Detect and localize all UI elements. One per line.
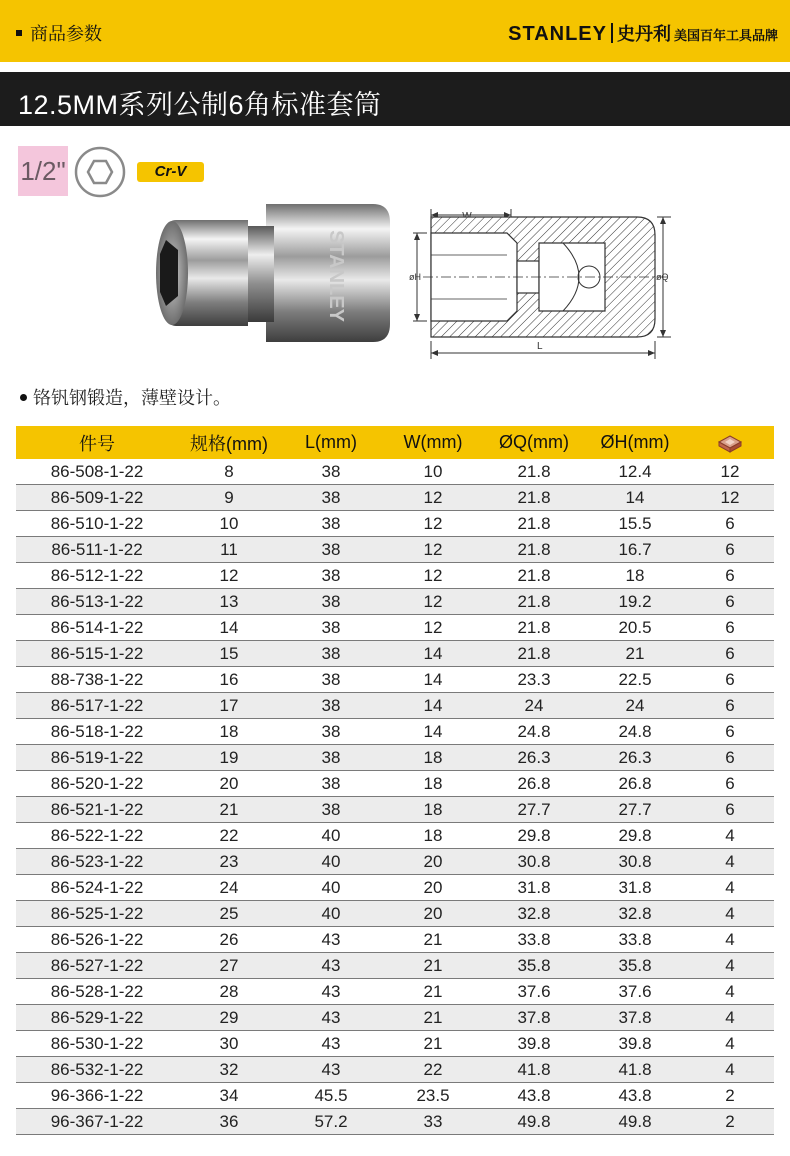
table-row: [16, 953, 774, 979]
cell-length: 38: [280, 511, 382, 537]
cell-head-diameter: 12.4: [584, 459, 686, 485]
brand-divider: [611, 23, 613, 43]
cell-outer-diameter: 21.8: [484, 511, 584, 537]
cell-width: 18: [382, 797, 484, 823]
section-label: 商品参数: [30, 24, 102, 44]
cell-outer-diameter: 27.7: [484, 797, 584, 823]
cell-part-number: 96-366-1-22: [16, 1083, 178, 1109]
cell-size: 27: [178, 953, 280, 979]
cell-head-diameter: 29.8: [584, 823, 686, 849]
cell-width: 14: [382, 667, 484, 693]
cell-package-quantity: 6: [686, 745, 774, 771]
cell-head-diameter: 22.5: [584, 667, 686, 693]
cell-head-diameter: 24.8: [584, 719, 686, 745]
cell-outer-diameter: 21.8: [484, 537, 584, 563]
brand-tagline: 美国百年工具品牌: [673, 28, 778, 43]
cell-length: 45.5: [280, 1083, 382, 1109]
drive-size-badge: 1/2": [18, 146, 68, 196]
socket-engraving: STANLEY: [325, 230, 347, 322]
table-row: [16, 485, 774, 511]
cell-length: 38: [280, 667, 382, 693]
cell-size: 10: [178, 511, 280, 537]
feature-bullet: [20, 384, 231, 410]
spec-table: [16, 426, 774, 1135]
cell-length: 38: [280, 797, 382, 823]
cell-head-diameter: 43.8: [584, 1083, 686, 1109]
cell-part-number: 86-514-1-22: [16, 615, 178, 641]
cell-size: 28: [178, 979, 280, 1005]
cell-head-diameter: 37.8: [584, 1005, 686, 1031]
cell-head-diameter: 49.8: [584, 1109, 686, 1135]
bullet-icon: [16, 30, 22, 36]
cell-head-diameter: 16.7: [584, 537, 686, 563]
cell-outer-diameter: 33.8: [484, 927, 584, 953]
header-part-number: 件号: [16, 426, 178, 459]
cell-size: 12: [178, 563, 280, 589]
cell-outer-diameter: 30.8: [484, 849, 584, 875]
table-row: [16, 1057, 774, 1083]
cell-package-quantity: 6: [686, 693, 774, 719]
cell-part-number: 86-508-1-22: [16, 459, 178, 485]
brand-logo: [508, 20, 778, 46]
cell-outer-diameter: 31.8: [484, 875, 584, 901]
cell-head-diameter: 31.8: [584, 875, 686, 901]
cell-package-quantity: 6: [686, 667, 774, 693]
cell-outer-diameter: 37.6: [484, 979, 584, 1005]
brand-chinese-name: 史丹利: [616, 24, 671, 44]
header-size: 规格(mm): [178, 426, 280, 459]
cell-length: 43: [280, 1005, 382, 1031]
cell-part-number: 86-511-1-22: [16, 537, 178, 563]
bullet-dot-icon: [20, 394, 27, 401]
cell-head-diameter: 18: [584, 563, 686, 589]
cell-package-quantity: 4: [686, 927, 774, 953]
cell-size: 11: [178, 537, 280, 563]
cell-length: 38: [280, 615, 382, 641]
cell-package-quantity: 2: [686, 1083, 774, 1109]
table-row: [16, 745, 774, 771]
cell-length: 43: [280, 1031, 382, 1057]
cell-head-diameter: 35.8: [584, 953, 686, 979]
cell-outer-diameter: 21.8: [484, 589, 584, 615]
cell-outer-diameter: 23.3: [484, 667, 584, 693]
table-row: [16, 1083, 774, 1109]
cell-width: 10: [382, 459, 484, 485]
cell-size: 17: [178, 693, 280, 719]
cell-length: 57.2: [280, 1109, 382, 1135]
cell-width: 22: [382, 1057, 484, 1083]
cell-length: 38: [280, 485, 382, 511]
cell-width: 21: [382, 953, 484, 979]
table-row: [16, 849, 774, 875]
cell-length: 38: [280, 537, 382, 563]
dim-label-h: øH: [409, 272, 421, 282]
cell-width: 18: [382, 745, 484, 771]
cell-width: 12: [382, 485, 484, 511]
table-row: [16, 615, 774, 641]
cell-package-quantity: 12: [686, 485, 774, 511]
cell-width: 12: [382, 537, 484, 563]
cell-outer-diameter: 24.8: [484, 719, 584, 745]
page-title: 12.5MM系列公制6角标准套筒: [18, 90, 382, 120]
header-package-quantity: [686, 426, 774, 459]
cell-part-number: 86-529-1-22: [16, 1005, 178, 1031]
cell-size: 24: [178, 875, 280, 901]
dim-label-l: L: [537, 341, 543, 352]
cell-package-quantity: 4: [686, 823, 774, 849]
table-row: [16, 511, 774, 537]
cell-width: 23.5: [382, 1083, 484, 1109]
cell-size: 15: [178, 641, 280, 667]
cell-part-number: 86-532-1-22: [16, 1057, 178, 1083]
cell-length: 40: [280, 901, 382, 927]
cell-length: 43: [280, 953, 382, 979]
cell-size: 21: [178, 797, 280, 823]
cell-part-number: 86-517-1-22: [16, 693, 178, 719]
cell-package-quantity: 4: [686, 849, 774, 875]
cell-part-number: 86-524-1-22: [16, 875, 178, 901]
cell-size: 14: [178, 615, 280, 641]
socket-product-image: [148, 192, 396, 354]
cell-length: 40: [280, 875, 382, 901]
cell-part-number: 86-510-1-22: [16, 511, 178, 537]
cell-package-quantity: 4: [686, 901, 774, 927]
cell-length: 38: [280, 771, 382, 797]
cell-head-diameter: 33.8: [584, 927, 686, 953]
cell-length: 38: [280, 693, 382, 719]
cell-package-quantity: 6: [686, 771, 774, 797]
cell-length: 43: [280, 979, 382, 1005]
cell-width: 14: [382, 641, 484, 667]
cell-size: 30: [178, 1031, 280, 1057]
cell-width: 20: [382, 901, 484, 927]
header-outer-diameter: ØQ(mm): [484, 426, 584, 459]
table-row: [16, 719, 774, 745]
cell-size: 23: [178, 849, 280, 875]
cell-size: 9: [178, 485, 280, 511]
cell-width: 12: [382, 511, 484, 537]
cell-size: 19: [178, 745, 280, 771]
cell-head-diameter: 26.8: [584, 771, 686, 797]
cell-size: 18: [178, 719, 280, 745]
table-row: [16, 1031, 774, 1057]
header-width: W(mm): [382, 426, 484, 459]
cell-outer-diameter: 29.8: [484, 823, 584, 849]
hexagon-icon: [74, 146, 126, 198]
cell-length: 38: [280, 459, 382, 485]
title-bar: [0, 72, 790, 126]
table-row: [16, 771, 774, 797]
cell-outer-diameter: 49.8: [484, 1109, 584, 1135]
table-row: [16, 797, 774, 823]
table-row: [16, 823, 774, 849]
cell-package-quantity: 6: [686, 537, 774, 563]
cell-package-quantity: 6: [686, 589, 774, 615]
cell-length: 38: [280, 719, 382, 745]
cell-package-quantity: 4: [686, 875, 774, 901]
cell-width: 14: [382, 693, 484, 719]
cell-package-quantity: 6: [686, 797, 774, 823]
cell-width: 12: [382, 615, 484, 641]
table-body: [16, 459, 774, 1135]
cell-size: 26: [178, 927, 280, 953]
cell-width: 21: [382, 927, 484, 953]
cell-outer-diameter: 24: [484, 693, 584, 719]
cell-outer-diameter: 35.8: [484, 953, 584, 979]
cell-size: 20: [178, 771, 280, 797]
cell-size: 34: [178, 1083, 280, 1109]
cell-package-quantity: 6: [686, 563, 774, 589]
cell-head-diameter: 27.7: [584, 797, 686, 823]
table-header-row: [16, 426, 774, 459]
cell-outer-diameter: 21.8: [484, 485, 584, 511]
cell-part-number: 86-519-1-22: [16, 745, 178, 771]
table-row: [16, 693, 774, 719]
cell-outer-diameter: 21.8: [484, 641, 584, 667]
cell-package-quantity: 4: [686, 979, 774, 1005]
header-head-diameter: ØH(mm): [584, 426, 686, 459]
cell-head-diameter: 30.8: [584, 849, 686, 875]
cell-outer-diameter: 32.8: [484, 901, 584, 927]
cell-part-number: 86-520-1-22: [16, 771, 178, 797]
cell-length: 40: [280, 823, 382, 849]
cell-outer-diameter: 41.8: [484, 1057, 584, 1083]
cell-length: 38: [280, 745, 382, 771]
cell-part-number: 86-525-1-22: [16, 901, 178, 927]
cell-package-quantity: 4: [686, 1057, 774, 1083]
cell-width: 14: [382, 719, 484, 745]
table-row: [16, 875, 774, 901]
table-row: [16, 459, 774, 485]
cell-outer-diameter: 37.8: [484, 1005, 584, 1031]
cell-package-quantity: 4: [686, 1031, 774, 1057]
cell-part-number: 86-521-1-22: [16, 797, 178, 823]
table-row: [16, 927, 774, 953]
table-row: [16, 1005, 774, 1031]
table-row: [16, 589, 774, 615]
table-row: [16, 667, 774, 693]
table-row: [16, 979, 774, 1005]
cell-size: 36: [178, 1109, 280, 1135]
cell-width: 21: [382, 1031, 484, 1057]
table-row: [16, 563, 774, 589]
cell-length: 38: [280, 563, 382, 589]
feature-text: 铬钒钢锻造，薄壁设计。: [33, 388, 231, 408]
cell-part-number: 96-367-1-22: [16, 1109, 178, 1135]
cell-package-quantity: 4: [686, 1005, 774, 1031]
cell-width: 18: [382, 823, 484, 849]
cell-size: 13: [178, 589, 280, 615]
cell-head-diameter: 24: [584, 693, 686, 719]
cell-head-diameter: 37.6: [584, 979, 686, 1005]
cell-width: 21: [382, 979, 484, 1005]
cell-size: 22: [178, 823, 280, 849]
cell-head-diameter: 39.8: [584, 1031, 686, 1057]
cell-part-number: 86-509-1-22: [16, 485, 178, 511]
cell-part-number: 86-527-1-22: [16, 953, 178, 979]
cell-part-number: 86-513-1-22: [16, 589, 178, 615]
cell-part-number: 86-526-1-22: [16, 927, 178, 953]
cell-width: 33: [382, 1109, 484, 1135]
cell-width: 12: [382, 589, 484, 615]
cell-outer-diameter: 21.8: [484, 615, 584, 641]
cell-width: 12: [382, 563, 484, 589]
cell-package-quantity: 12: [686, 459, 774, 485]
cell-length: 40: [280, 849, 382, 875]
cell-width: 21: [382, 1005, 484, 1031]
cell-width: 20: [382, 875, 484, 901]
cell-package-quantity: 6: [686, 511, 774, 537]
cell-package-quantity: 6: [686, 719, 774, 745]
box-quantity-icon: [717, 433, 743, 453]
cell-package-quantity: 6: [686, 615, 774, 641]
dim-label-q: øQ: [656, 272, 669, 282]
cell-head-diameter: 19.2: [584, 589, 686, 615]
table-row: [16, 641, 774, 667]
header-length: L(mm): [280, 426, 382, 459]
cell-width: 18: [382, 771, 484, 797]
cell-part-number: 86-518-1-22: [16, 719, 178, 745]
material-badge: Cr-V: [137, 162, 204, 182]
cell-part-number: 88-738-1-22: [16, 667, 178, 693]
table-row: [16, 1109, 774, 1135]
cell-part-number: 86-522-1-22: [16, 823, 178, 849]
cell-part-number: 86-530-1-22: [16, 1031, 178, 1057]
cell-outer-diameter: 43.8: [484, 1083, 584, 1109]
section-heading: [16, 20, 102, 46]
cell-head-diameter: 32.8: [584, 901, 686, 927]
cell-size: 25: [178, 901, 280, 927]
cell-length: 38: [280, 641, 382, 667]
brand-wordmark: STANLEY: [508, 23, 607, 45]
cell-size: 8: [178, 459, 280, 485]
cell-part-number: 86-528-1-22: [16, 979, 178, 1005]
cell-outer-diameter: 21.8: [484, 563, 584, 589]
cell-head-diameter: 14: [584, 485, 686, 511]
cell-outer-diameter: 39.8: [484, 1031, 584, 1057]
cell-size: 16: [178, 667, 280, 693]
cell-size: 32: [178, 1057, 280, 1083]
cell-head-diameter: 15.5: [584, 511, 686, 537]
cell-length: 43: [280, 1057, 382, 1083]
cell-package-quantity: 6: [686, 641, 774, 667]
header-bar: [0, 0, 790, 62]
cell-length: 43: [280, 927, 382, 953]
cell-head-diameter: 21: [584, 641, 686, 667]
cell-head-diameter: 26.3: [584, 745, 686, 771]
cross-section-drawing: [405, 203, 675, 363]
cell-head-diameter: 20.5: [584, 615, 686, 641]
cell-part-number: 86-512-1-22: [16, 563, 178, 589]
cell-package-quantity: 2: [686, 1109, 774, 1135]
cell-package-quantity: 4: [686, 953, 774, 979]
cell-head-diameter: 41.8: [584, 1057, 686, 1083]
table-row: [16, 901, 774, 927]
cell-width: 20: [382, 849, 484, 875]
cell-outer-diameter: 26.8: [484, 771, 584, 797]
cell-length: 38: [280, 589, 382, 615]
table-row: [16, 537, 774, 563]
cell-size: 29: [178, 1005, 280, 1031]
cell-outer-diameter: 21.8: [484, 459, 584, 485]
cell-part-number: 86-515-1-22: [16, 641, 178, 667]
cell-part-number: 86-523-1-22: [16, 849, 178, 875]
cell-outer-diameter: 26.3: [484, 745, 584, 771]
